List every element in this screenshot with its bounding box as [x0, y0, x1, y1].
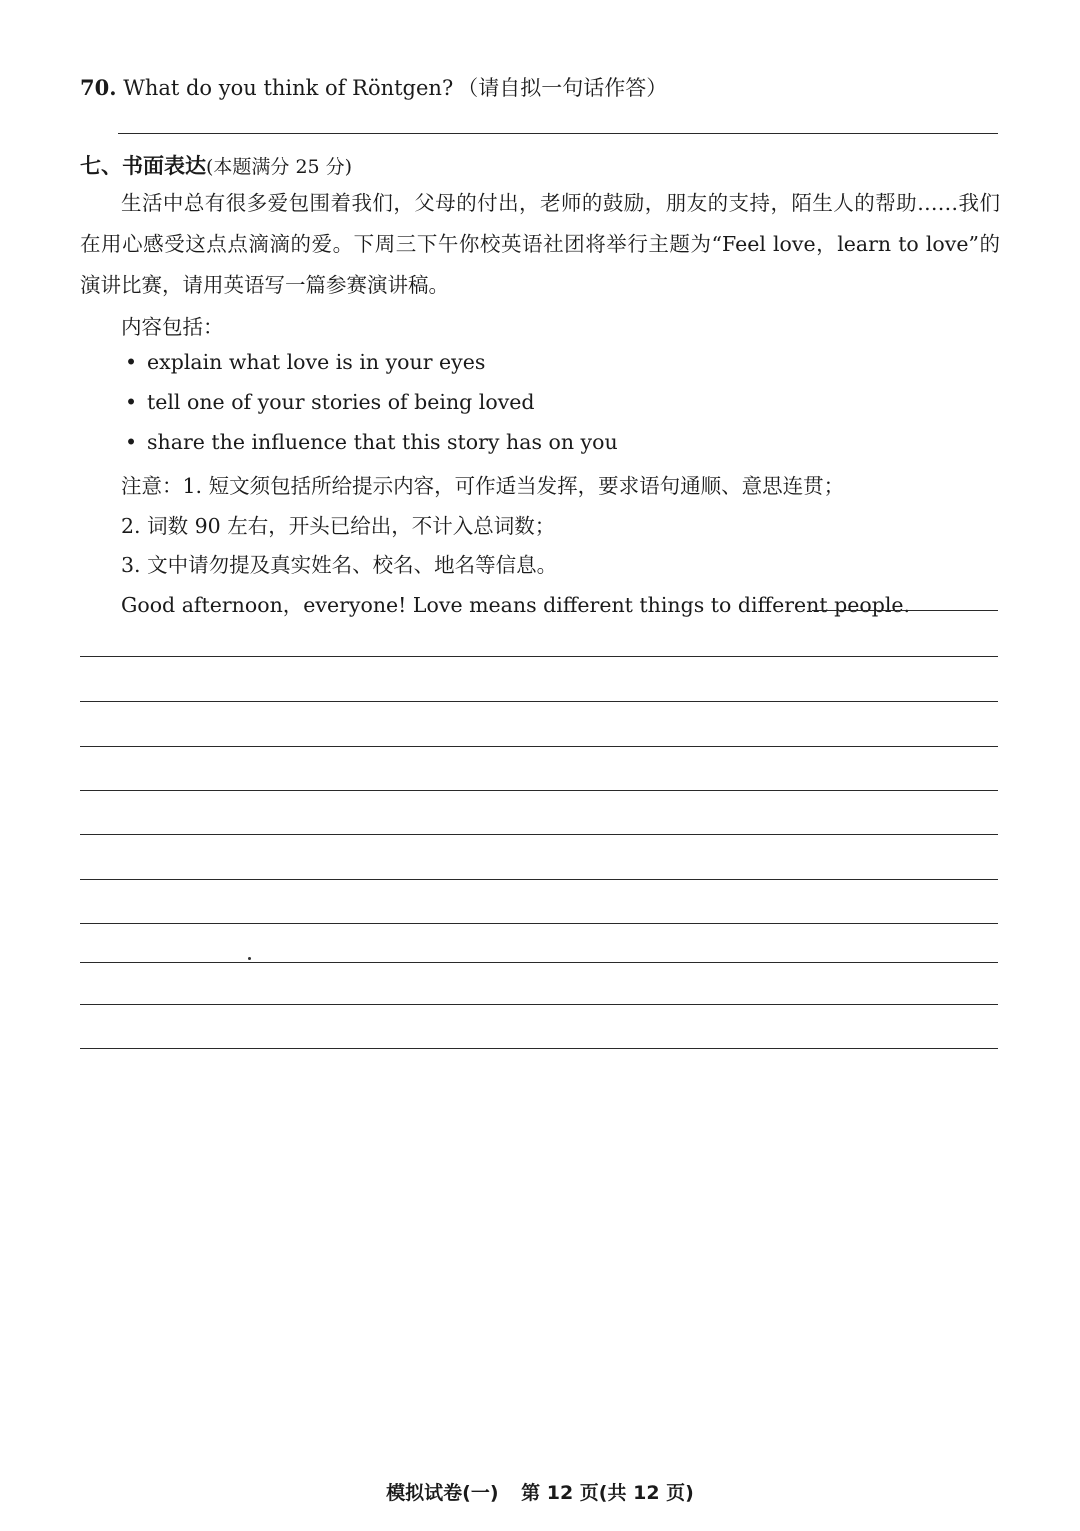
content-point: • share the influence that this story has on you: [125, 430, 618, 454]
writing-prompt: 生活中总有很多爱包围着我们，父母的付出，老师的鼓励，朋友的支持，陌生人的帮助……我们在用心感受这点点滴滴的爱。下周三下午你校英语社团将举行主题为“Feel love，learn to love”的演讲比赛，请用英语写一篇参赛演讲稿。: [80, 191, 1000, 297]
bullet-icon: •: [125, 430, 138, 454]
section-title: 七、书面表达: [80, 153, 206, 178]
note-3: 3. 文中请勿提及真实姓名、校名、地名等信息。: [121, 553, 558, 577]
answer-line[interactable]: [80, 746, 998, 747]
answer-line[interactable]: [80, 834, 998, 835]
answer-line[interactable]: [80, 1004, 998, 1005]
answer-line[interactable]: [80, 962, 998, 963]
note-1: 注意：1. 短文须包括所给提示内容，可作适当发挥，要求语句通顺、意思连贯；: [121, 474, 845, 498]
answer-line-inline[interactable]: [812, 610, 998, 611]
section-score-note: (本题满分 25 分): [206, 156, 353, 178]
bullet-icon: •: [125, 350, 138, 374]
note-2: 2. 词数 90 左右，开头已给出，不计入总词数；: [121, 514, 556, 538]
answer-line[interactable]: [80, 790, 998, 791]
answer-line[interactable]: [80, 879, 998, 880]
answer-line[interactable]: [80, 923, 998, 924]
question-70: [80, 72, 667, 102]
content-point: • explain what love is in your eyes: [125, 350, 486, 374]
opening-sentence: Good afternoon，everyone! Love means different things to different people.: [121, 593, 911, 617]
answer-line[interactable]: [80, 1048, 998, 1049]
page-footer: [0, 1478, 1080, 1505]
answer-line-70[interactable]: [118, 133, 998, 134]
ink-speck: [248, 957, 251, 960]
question-note: （请自拟一句话作答）: [457, 76, 668, 100]
footer-paper: 模拟试卷(一): [386, 1482, 499, 1504]
content-heading: 内容包括：: [121, 315, 224, 339]
footer-page-number: 第 12 页(共 12 页): [521, 1482, 694, 1504]
answer-line[interactable]: [80, 656, 998, 657]
section-heading: [80, 150, 352, 180]
content-point: • tell one of your stories of being loved: [125, 390, 535, 414]
answer-line[interactable]: [80, 701, 998, 702]
bullet-icon: •: [125, 390, 138, 414]
question-number: 70.: [80, 75, 117, 100]
question-text: What do you think of Röntgen?: [123, 76, 454, 100]
